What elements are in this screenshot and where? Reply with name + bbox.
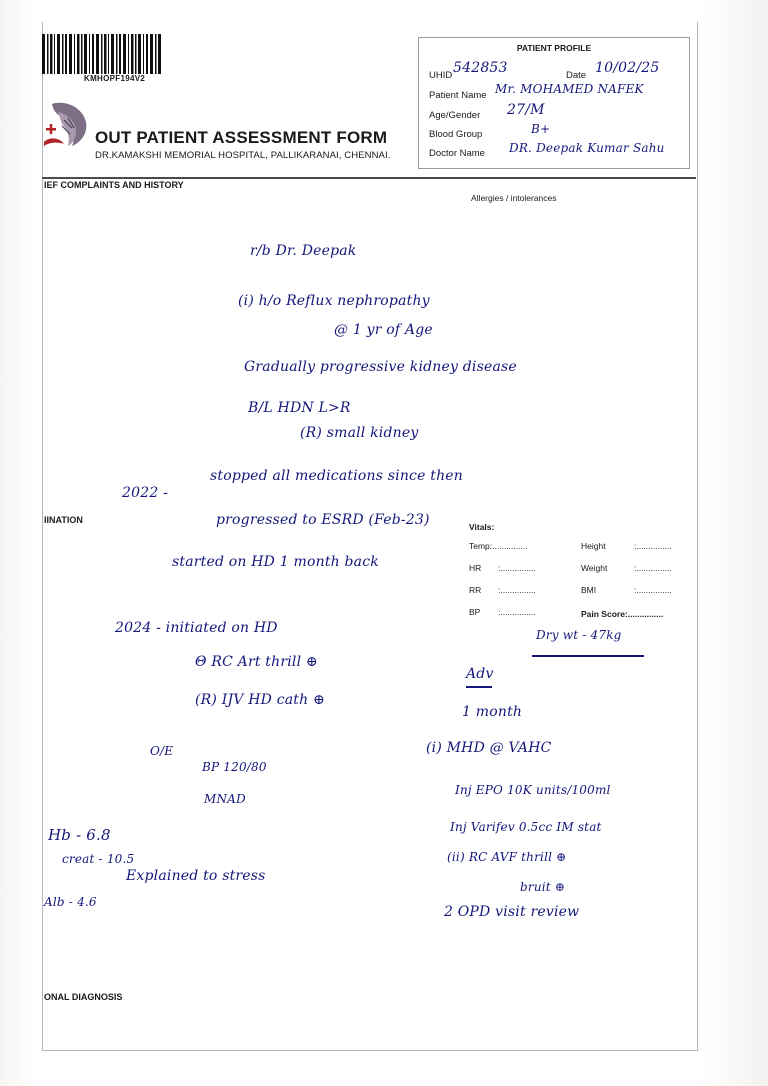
hospital-name: DR.KAMAKSHI MEMORIAL HOSPITAL, PALLIKARANAI, CHENNAI. [95, 150, 391, 161]
hospital-logo-icon [42, 98, 90, 156]
advice-line-5: (ii) RC AVF thrill ⊕ [447, 850, 567, 864]
diagnosis-heading: ONAL DIAGNOSIS [44, 992, 123, 1002]
profile-title: PATIENT PROFILE [516, 43, 592, 53]
lab-creatinine: creat - 10.5 [62, 852, 135, 866]
uhid-label: UHID [429, 70, 453, 81]
vital-hr-value: :............... [498, 563, 536, 573]
advice-line-1: 1 month [462, 704, 523, 720]
vital-bp-value: :............... [498, 607, 536, 617]
form-code: KMHOPF194V2 [84, 74, 146, 83]
vital-height-label: Height [581, 541, 606, 551]
history-line-1: (i) h/o Reflux nephropathy [238, 293, 430, 309]
history-2022-line-3: started on HD 1 month back [172, 554, 379, 570]
blood-group-value: B+ [531, 122, 551, 136]
advice-line-7: 2 OPD visit review [444, 904, 580, 920]
vital-pain-score: Pain Score:............... [581, 609, 664, 619]
vital-bmi-value: :............... [634, 585, 672, 595]
patient-name-value: Mr. MOHAMED NAFEK [495, 82, 644, 96]
history-line-4: B/L HDN L>R [248, 400, 351, 416]
age-gender-label: Age/Gender [429, 110, 481, 121]
referral-note: r/b Dr. Deepak [250, 243, 357, 259]
doctor-name-label: Doctor Name [429, 148, 485, 159]
vitals-title: Vitals: [469, 522, 495, 532]
patient-name-label: Patient Name [429, 90, 487, 101]
uhid-value: 542853 [453, 60, 508, 76]
dry-weight-note: Dry wt - 47kg [536, 628, 622, 642]
patient-profile-box [418, 37, 690, 169]
advice-line-6: bruit ⊕ [520, 880, 566, 894]
date-value: 10/02/25 [595, 60, 660, 76]
examination-heading: IINATION [44, 515, 83, 525]
dry-weight-underline [532, 655, 644, 657]
blood-group-label: Blood Group [429, 129, 483, 140]
advice-label: Adv [466, 666, 494, 682]
history-2022-line-1: stopped all medications since then [210, 468, 463, 484]
form-title: OUT PATIENT ASSESSMENT FORM [95, 128, 388, 147]
advice-line-3: Inj EPO 10K units/100ml [455, 783, 611, 797]
vital-bmi-label: BMI [581, 585, 597, 595]
oe-label: O/E [150, 744, 174, 758]
vital-rr-value: :............... [498, 585, 536, 595]
doctor-name-value: DR. Deepak Kumar Sahu [509, 141, 665, 155]
history-2022-year: 2022 - [122, 485, 169, 501]
advice-line-4: Inj Varifev 0.5cc IM stat [450, 820, 602, 834]
exam-bp: BP 120/80 [202, 760, 267, 774]
exam-mnad: MNAD [204, 792, 246, 806]
allergies-label: Allergies / intolerances [471, 193, 557, 203]
advice-line-2: (i) MHD @ VAHC [426, 740, 552, 756]
vital-rr-label: RR [469, 585, 482, 595]
vital-hr-label: HR [469, 563, 482, 573]
history-line-5: (R) small kidney [300, 425, 419, 441]
history-line-3: Gradually progressive kidney disease [244, 359, 517, 375]
history-2022-line-2: progressed to ESRD (Feb-23) [216, 512, 430, 528]
history-2024-line-2: Θ RC Art thrill ⊕ [195, 654, 318, 670]
advice-underline [466, 686, 492, 688]
history-2024-line-1: 2024 - initiated on HD [115, 620, 278, 636]
history-2024-line-3: (R) IJV HD cath ⊕ [195, 692, 325, 708]
vital-temp: Temp:............... [469, 541, 528, 551]
barcode [42, 34, 162, 74]
vital-bp-label: BP [469, 607, 481, 617]
vital-weight-label: Weight [581, 563, 608, 573]
date-label: Date [566, 70, 587, 81]
vital-height-value: :............... [634, 541, 672, 551]
vital-weight-value: :............... [634, 563, 672, 573]
lab-albumin: Alb - 4.6 [44, 895, 97, 909]
history-line-2: @ 1 yr of Age [334, 322, 433, 338]
explained-note: Explained to stress [126, 868, 266, 884]
header-divider [42, 177, 696, 179]
chief-complaints-heading: IEF COMPLAINTS AND HISTORY [44, 180, 184, 190]
lab-hb: Hb - 6.8 [48, 826, 111, 844]
age-gender-value: 27/M [507, 102, 545, 118]
